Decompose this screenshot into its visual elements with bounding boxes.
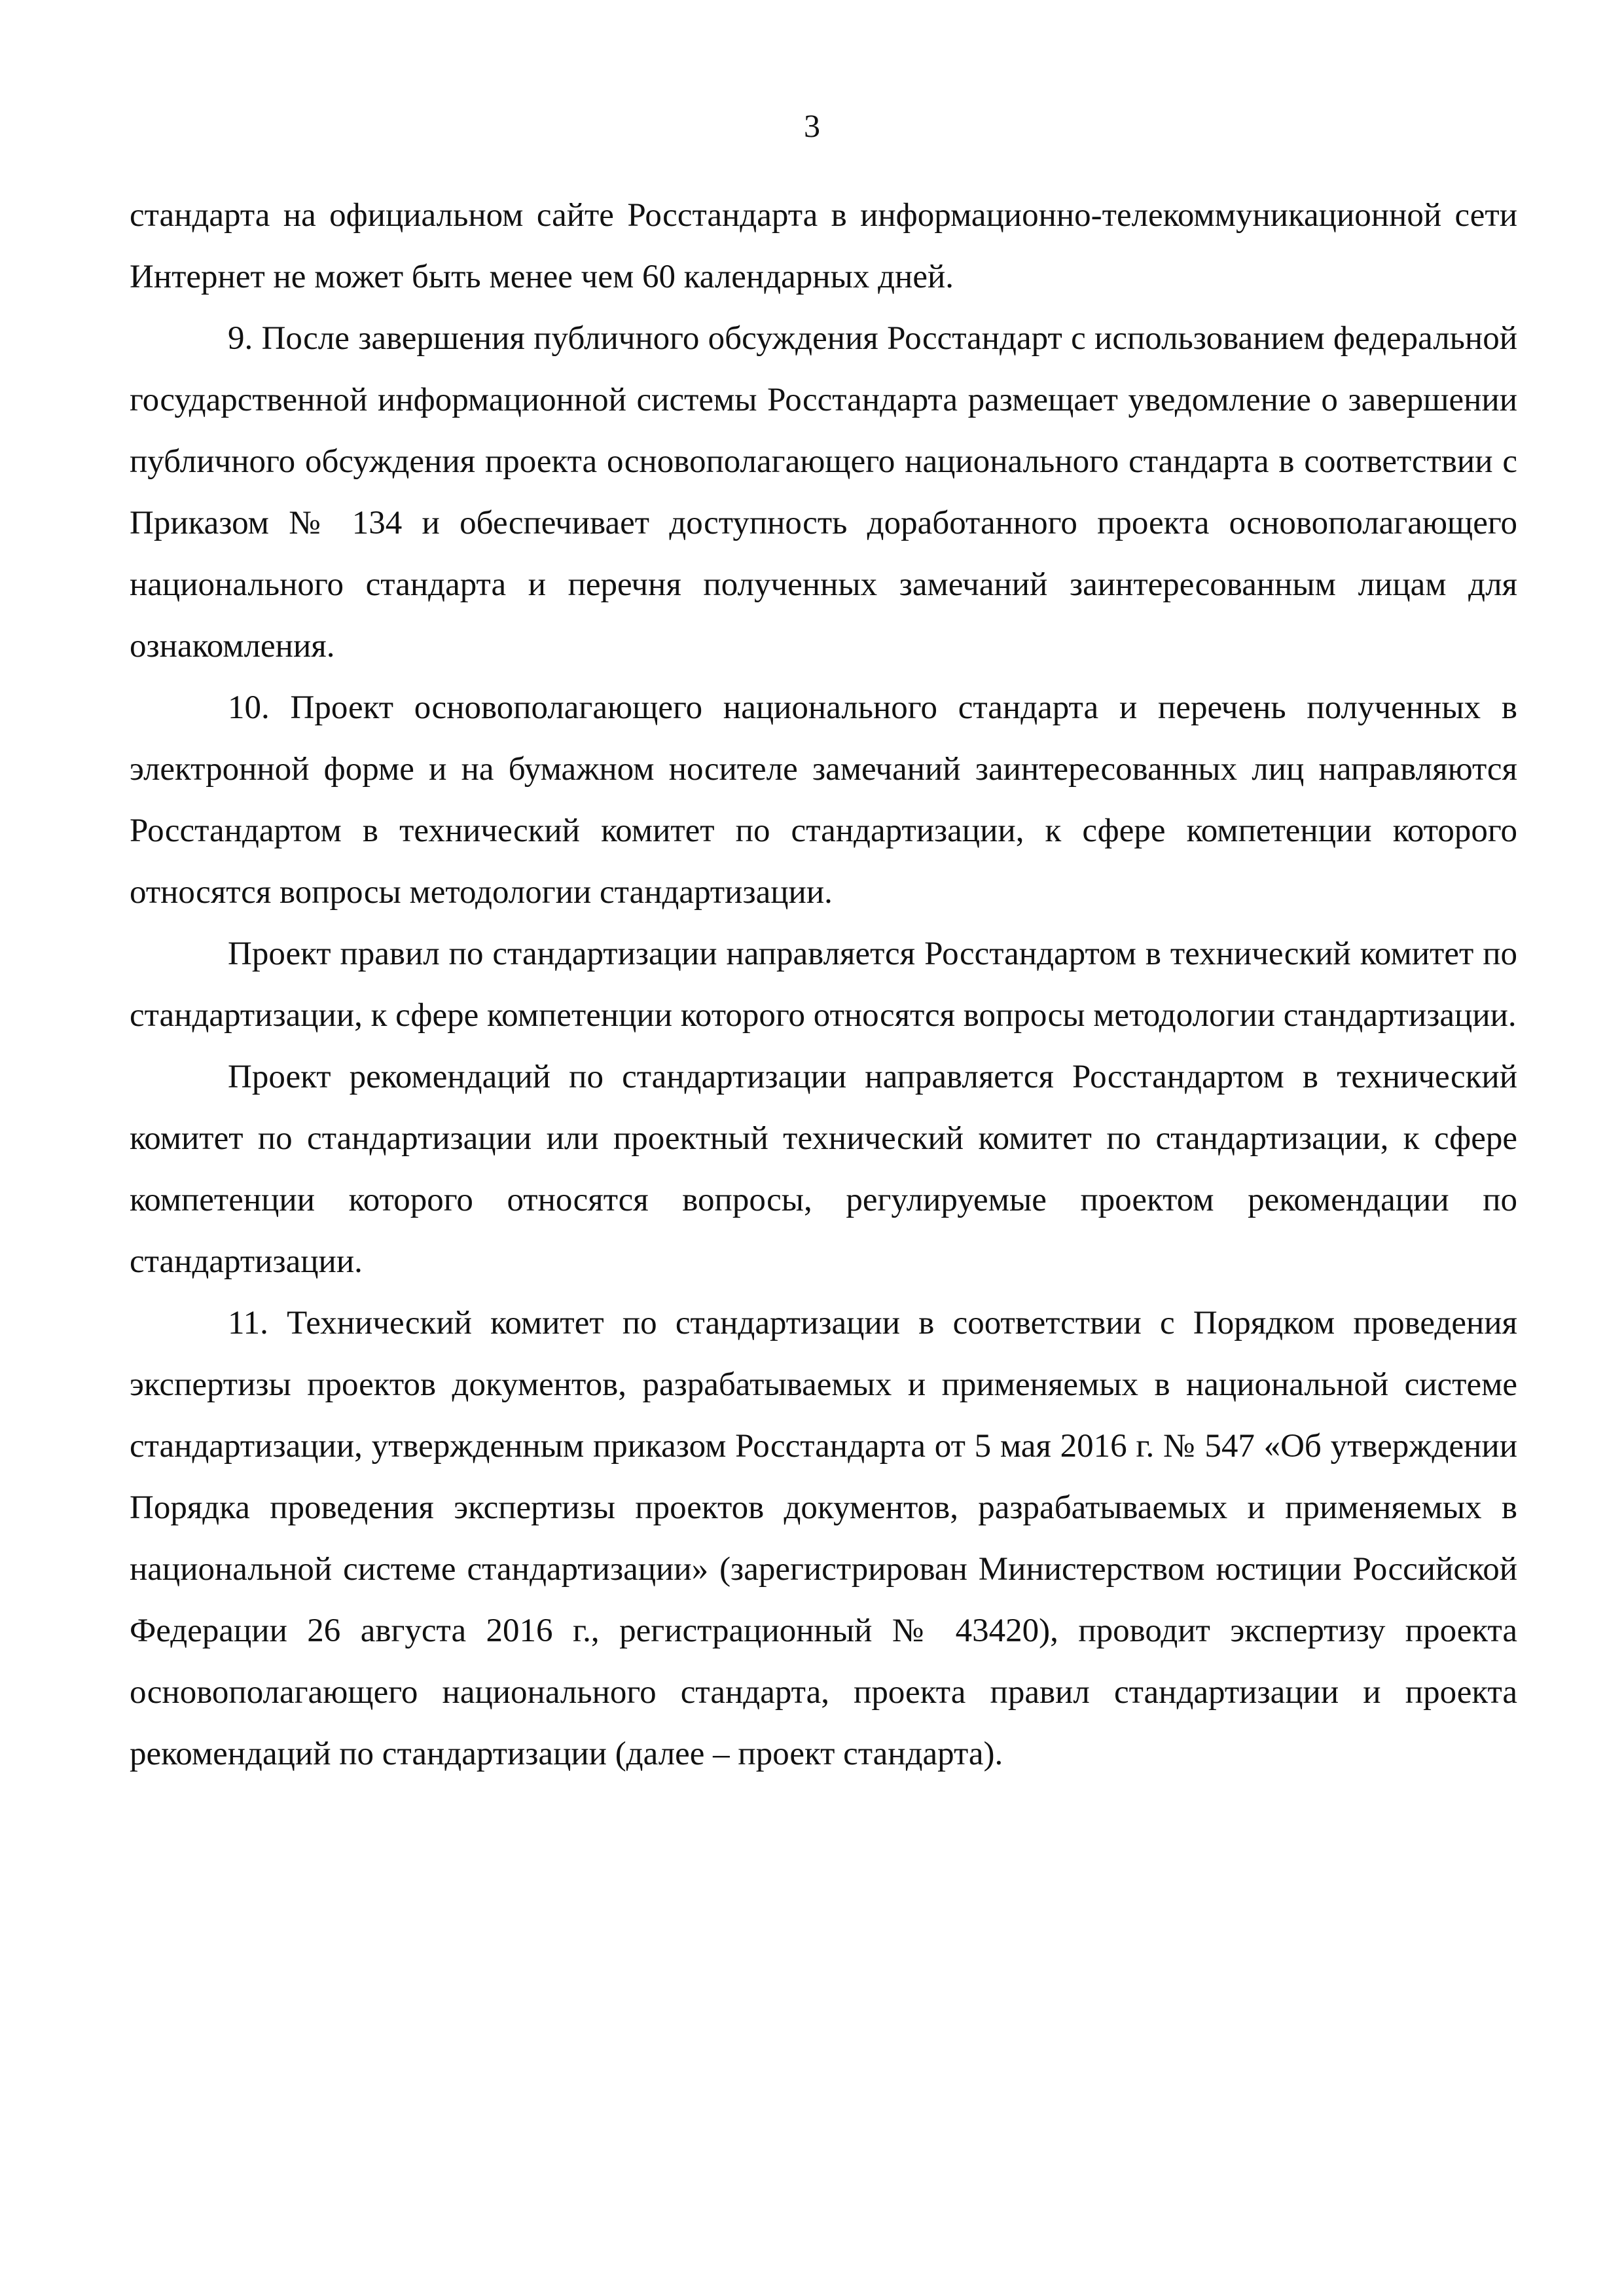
paragraph-rules-project: Проект правил по стандартизации направляется Росстандартом в технический комитет по стандартизации, к сфере компетенции которого относятся вопросы методологии стандартизации. [130,936,1517,1034]
paragraph-item-9: 9. После завершения публичного обсуждения Росстандарт с использованием федеральной государственной информационной системы Росстандарта размещает уведомление о завершении публичного обсуждения проекта основополагающего национального стандарта в соответствии с Приказом № 134 и обеспечивает доступность доработанного проекта основополагающего национального стандарта и перечня полученных замечаний заинтересованным лицам для ознакомления. [130,320,1517,665]
paragraph-item-11: 11. Технический комитет по стандартизации в соответствии с Порядком проведения экспертизы проектов документов, разрабатываемых и применяемых в национальной системе стандартизации, утвержденным приказом Росстандарта от 5 мая 2016 г. № 547 «Об утверждении Порядка проведения экспертизы проектов документов, разрабатываемых и применяемых в национальной системе стандартизации» (зарегистрирован Министерством юстиции Российской Федерации 26 августа 2016 г., регистрационный № 43420), проводит экспертизу проекта основополагающего национального стандарта, проекта правил стандартизации и проекта рекомендаций по стандартизации (далее – проект стандарта). [130,1305,1517,1772]
paragraph-item-10: 10. Проект основополагающего национального стандарта и перечень полученных в электронной форме и на бумажном носителе замечаний заинтересованных лиц направляются Росстандартом в технический комитет по стандартизации, к сфере компетенции которого относятся вопросы методологии стандартизации. [130,689,1517,911]
page-number: 3 [804,107,820,144]
document-body [130,185,1517,1785]
paragraph-recommendations-project: Проект рекомендаций по стандартизации направляется Росстандартом в технический комитет по стандартизации или проектный технический комитет по стандартизации, к сфере компетенции которого относятся вопросы, регулируемые проектом рекомендации по стандартизации. [130,1059,1517,1280]
paragraph-continuation: стандарта на официальном сайте Росстандарта в информационно-телекоммуникационной сети Интернет не может быть менее чем 60 календарных дней. [130,197,1517,295]
